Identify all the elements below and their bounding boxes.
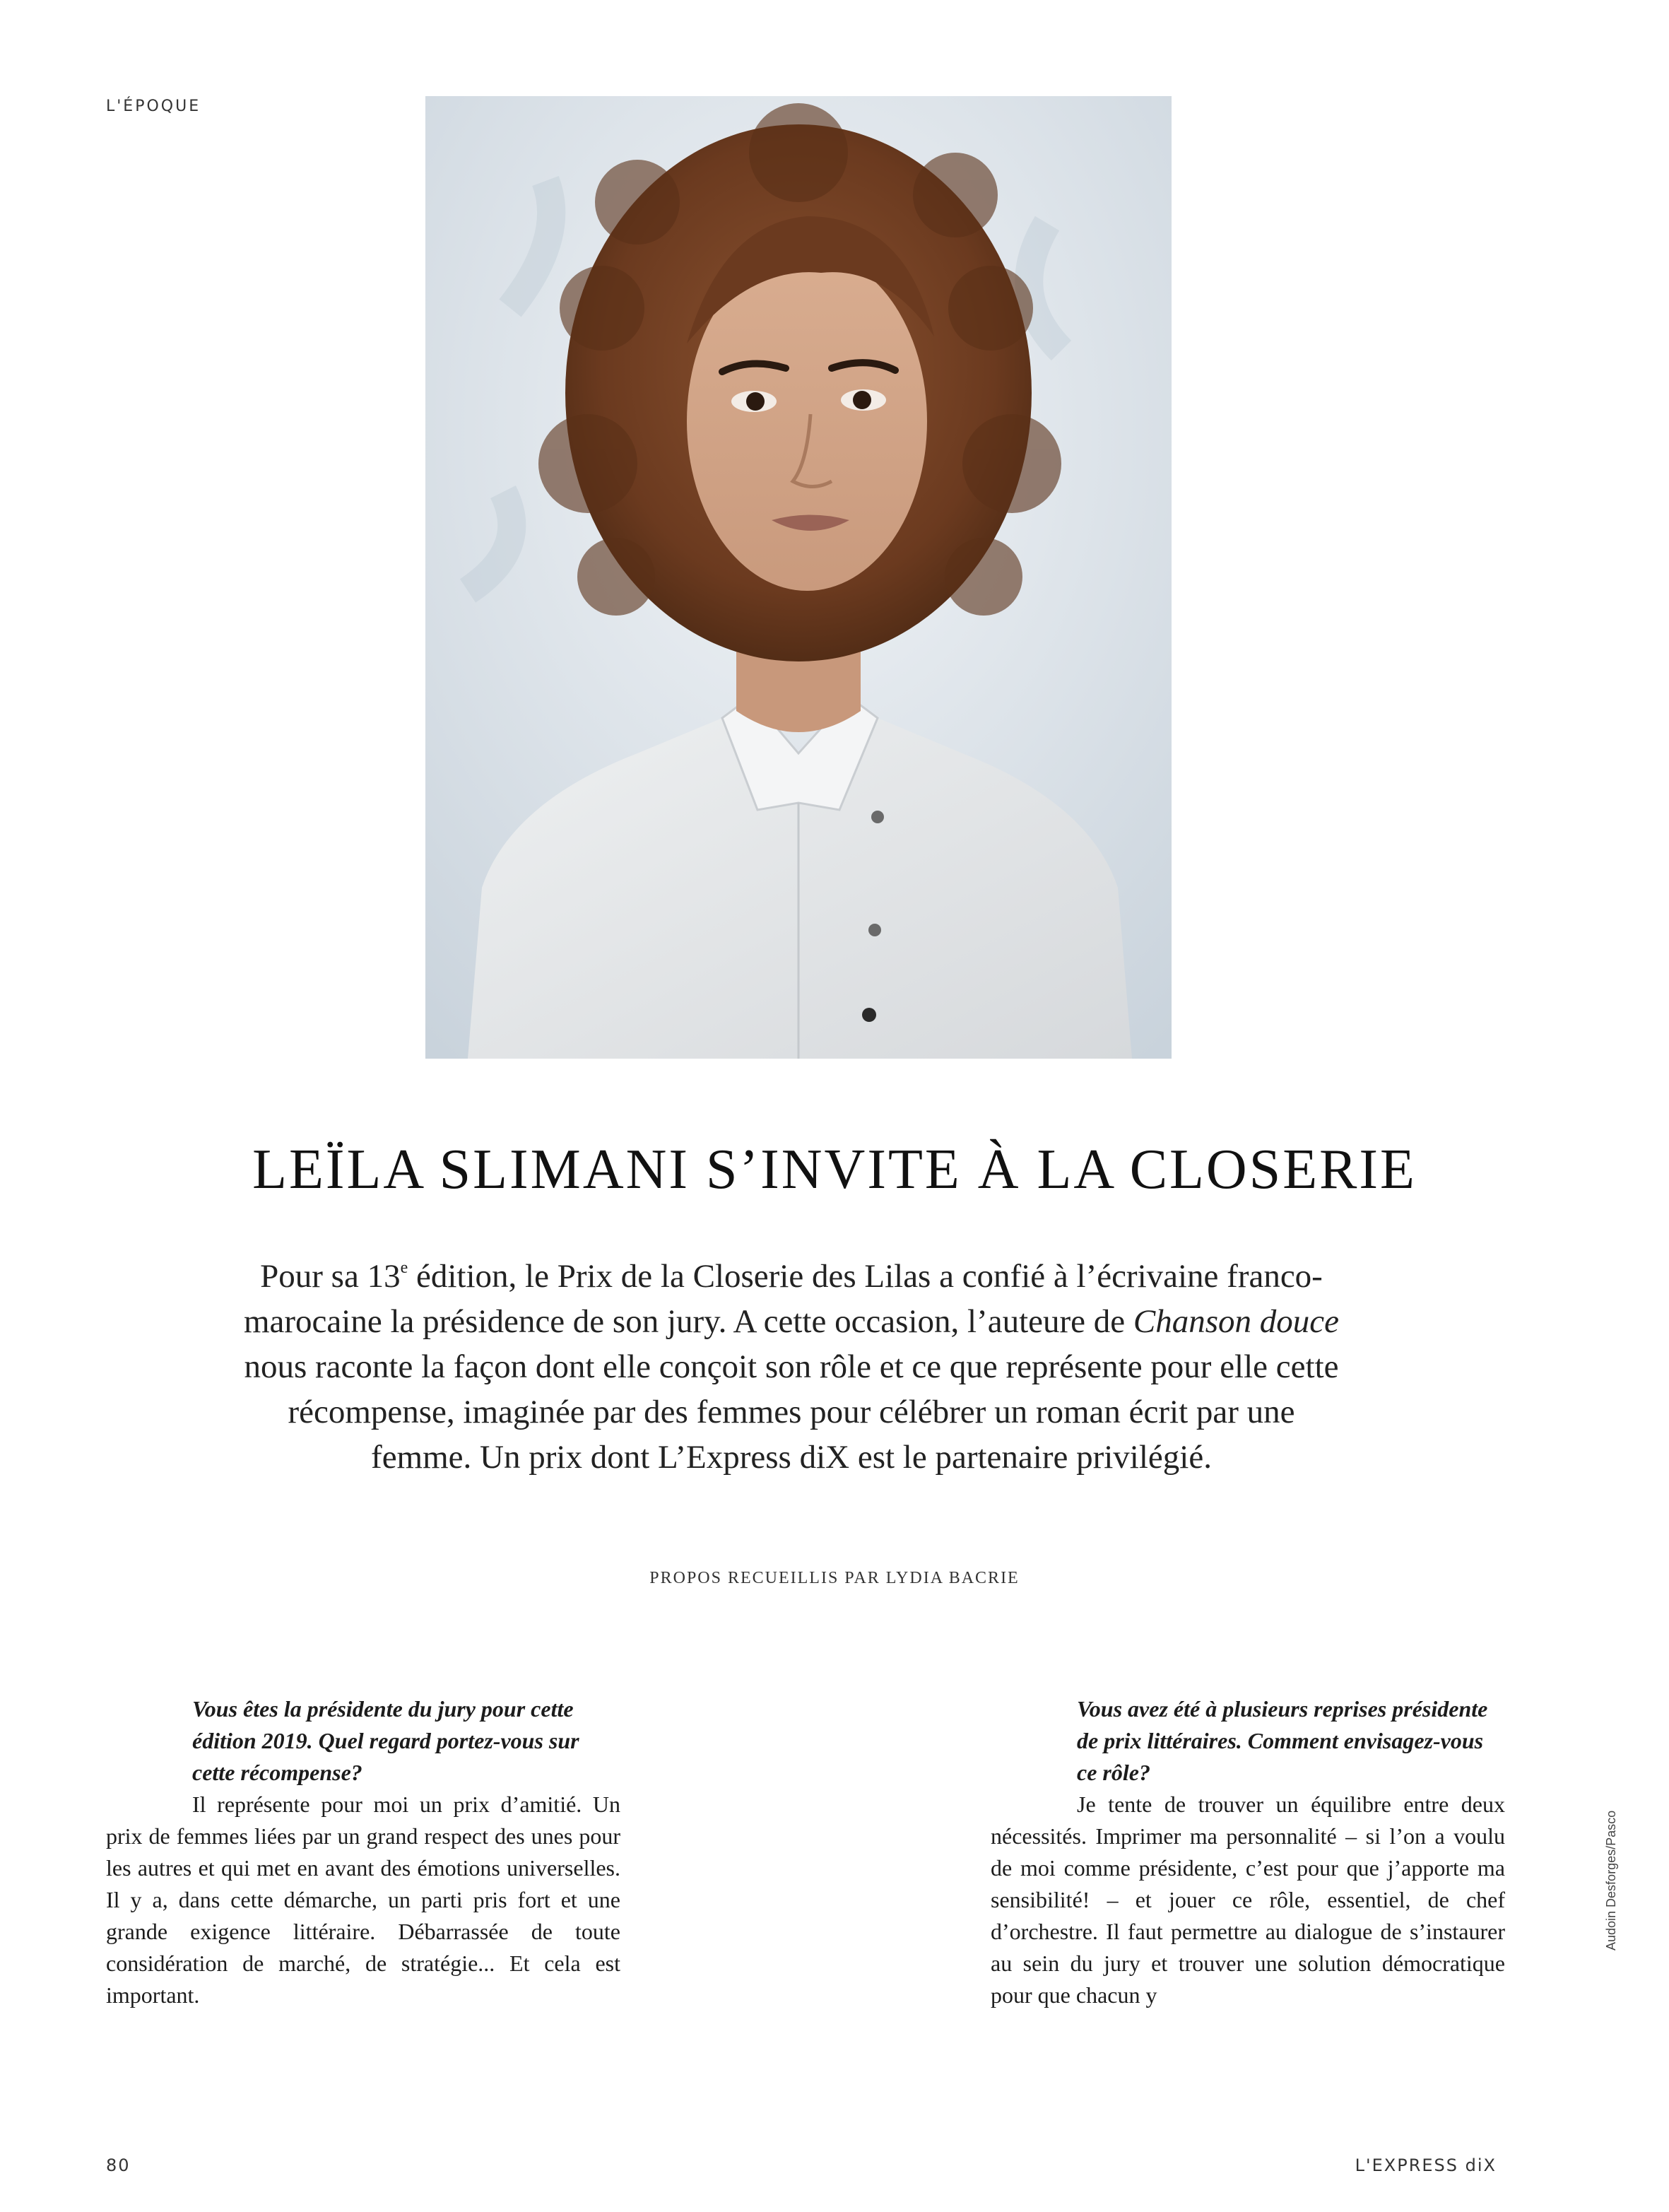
article-title: LEÏLA SLIMANI S’INVITE À LA CLOSERIE: [252, 1139, 1417, 1201]
byline: PROPOS RECUEILLIS PAR LYDIA BACRIE: [649, 1569, 1020, 1587]
standfirst-part-1: Pour sa 13: [260, 1258, 401, 1295]
interview-answer: Je tente de trouver un équilibre entre deux nécessités. Imprimer ma personnalité – si l’on a voulu de moi comme présidente, c’est pour que j’apporte ma sensibilité! – et jouer ce rôle, essentiel, de chef d’orchestre. Il faut permettre au dialogue de s’instaurer au sein du jury et trouver une solution démocratique pour que chacun y: [991, 1792, 1505, 2008]
column-right: [991, 1693, 1505, 2011]
section-label: L'ÉPOQUE: [106, 98, 201, 115]
book-title: Chanson douce: [1133, 1303, 1339, 1340]
column-left: [106, 1693, 620, 2011]
page-number: 80: [106, 2155, 131, 2175]
portrait-photo: [425, 96, 1172, 1059]
photo-credit: Audoin Desforges/Pasco: [1604, 1810, 1618, 1951]
article-standfirst: [240, 1254, 1343, 1480]
standfirst-part-2: édition, le Prix de la Closerie des Lilas a confié à l’écrivaine franco-marocaine la présidence de son jury. A cette occasion, l’auteure de: [243, 1258, 1323, 1340]
interview-question: Vous avez été à plusieurs reprises présidente de prix littéraires. Comment envisagez-vous ce rôle?: [1077, 1696, 1488, 1785]
magazine-name: L'EXPRESS diX: [1355, 2155, 1497, 2175]
portrait-illustration: [425, 96, 1172, 1059]
interview-answer: Il représente pour moi un prix d’amitié. Un prix de femmes liées par un grand respect des unes pour les autres et qui met en avant des émotions universelles. Il y a, dans cette démarche, un parti pris fort et une grande exigence littéraire. Débarrassée de toute considération de marché, de stratégie... Et cela est important.: [106, 1792, 620, 2008]
ordinal-superscript: e: [400, 1259, 408, 1277]
standfirst-part-3: nous raconte la façon dont elle conçoit son rôle et ce que représente pour elle cette récompense, imaginée par des femmes pour célébrer un roman écrit par une femme. Un prix dont L’Express diX est le partenaire privilégié.: [244, 1348, 1339, 1476]
interview-question: Vous êtes la présidente du jury pour cette édition 2019. Quel regard portez-vous sur cette récompense?: [192, 1696, 579, 1785]
